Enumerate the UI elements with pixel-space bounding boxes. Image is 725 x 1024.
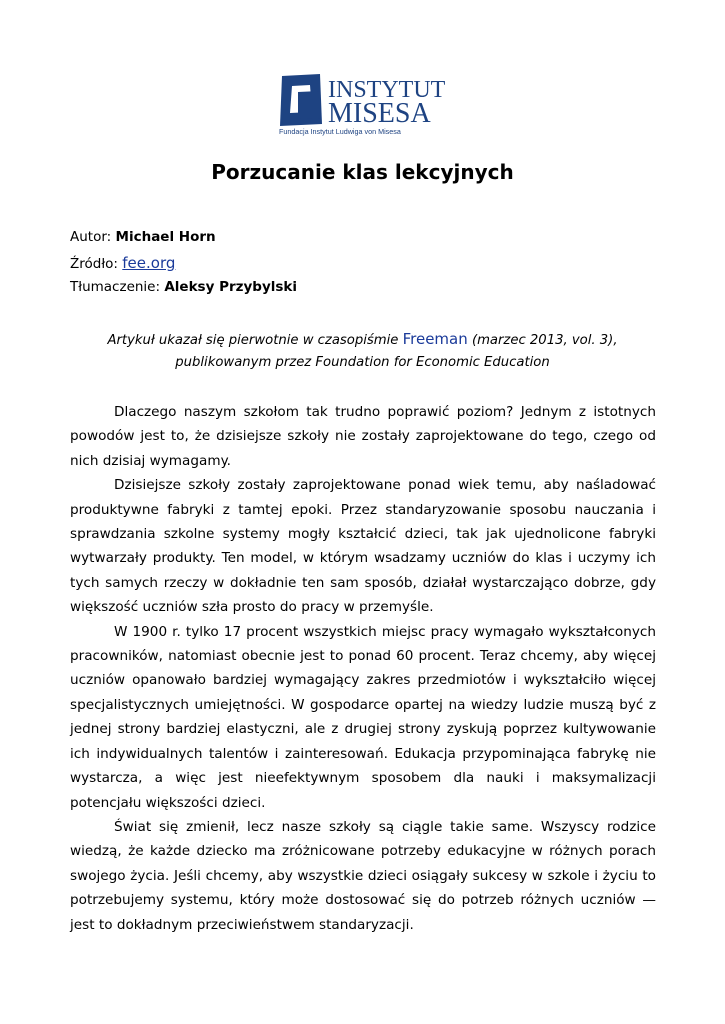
logo — [276, 72, 451, 136]
intro-text-after: (marzec 2013, vol. 3), — [467, 333, 618, 348]
paragraph-3: W 1900 r. tylko 17 procent wszystkich miejsc pracy wymagało wykształconych pracowników, natomiast obecnie jest to ponad 60 procent. Teraz chcemy, aby więcej uczniów opanowało bardziej wymagający zakres przedmiotów i wykształciło więcej specjalistycznych umiejętności. W gospodarce opartej na wiedzy ludzie muszą być z jednej strony bardziej elastyczni, ale z drugiej strony zyskują poprzez kultywowanie ich indywidualnych talentów i zainteresowań. Edukacja przypominająca fabrykę nie wystarcza, a więc jest nieefektywnym sposobem dla nauki i maksymalizacji potencjału większości dzieci. — [70, 623, 656, 811]
source-link[interactable]: fee.org — [122, 254, 176, 272]
translation-line — [70, 279, 297, 295]
article-body — [70, 400, 656, 937]
source-line — [70, 254, 175, 272]
paragraph-4: Świat się zmienił, lecz nasze szkoły są ciągle takie same. Wszyscy rodzice wiedzą, że każde dziecko ma zróżnicowane potrzeby edukacyjne w różnych porach swojego życia. Jeśli chcemy, aby wszystkie dzieci osiągały sukcesy w szkole i życiu to potrzebujemy systemu, który może dostosować się do potrzeb różnych uczniów — jest to dokładnym przeciwieństwem standaryzacji. — [70, 818, 656, 933]
paragraph-2: Dzisiejsze szkoły zostały zaprojektowane ponad wiek temu, aby naśladować produktywne fabryki z tamtej epoki. Przez standaryzowanie sposobu nauczania i sprawdzania szkolne systemy mogły kształcić dzieci, tak jak ujednolicone fabryki wytwarzały produkty. Ten model, w którym wsadzamy uczniów do klas i uczymy ich tych samych rzeczy w dokładnie ten sam sposób, działał wystarczająco dobrze, gdy większość uczniów szła prosto do pracy w przemyśle. — [70, 477, 656, 616]
logo-tagline: Fundacja Instytut Ludwiga von Misesa — [279, 127, 401, 136]
page-title: Porzucanie klas lekcyjnych — [211, 160, 514, 184]
instytut-misesa-logo-icon — [276, 72, 451, 136]
logo-line1: INSTYTUT — [328, 77, 446, 103]
translator-name: Aleksy Przybylski — [164, 279, 298, 295]
freeman-link[interactable]: Freeman — [402, 330, 468, 348]
intro-line-1 — [0, 330, 725, 348]
author-name: Michael Horn — [115, 229, 216, 245]
paragraph-1: Dlaczego naszym szkołom tak trudno poprawić poziom? Jednym z istotnych powodów jest to, że dzisiejsze szkoły nie zostały zaprojektowane do tego, czego od nich dzisiaj wymagamy. — [70, 404, 656, 469]
intro-text-before: Artykuł ukazał się pierwotnie w czasopiśmie — [107, 333, 403, 348]
translation-label: Tłumaczenie: — [70, 279, 161, 295]
logo-line2: MISESA — [328, 98, 431, 129]
author-label: Autor: — [70, 229, 112, 245]
source-label: Źródło: — [70, 256, 118, 272]
intro-line-2: publikowanym przez Foundation for Economic Education — [175, 355, 550, 370]
author-line — [70, 229, 216, 245]
